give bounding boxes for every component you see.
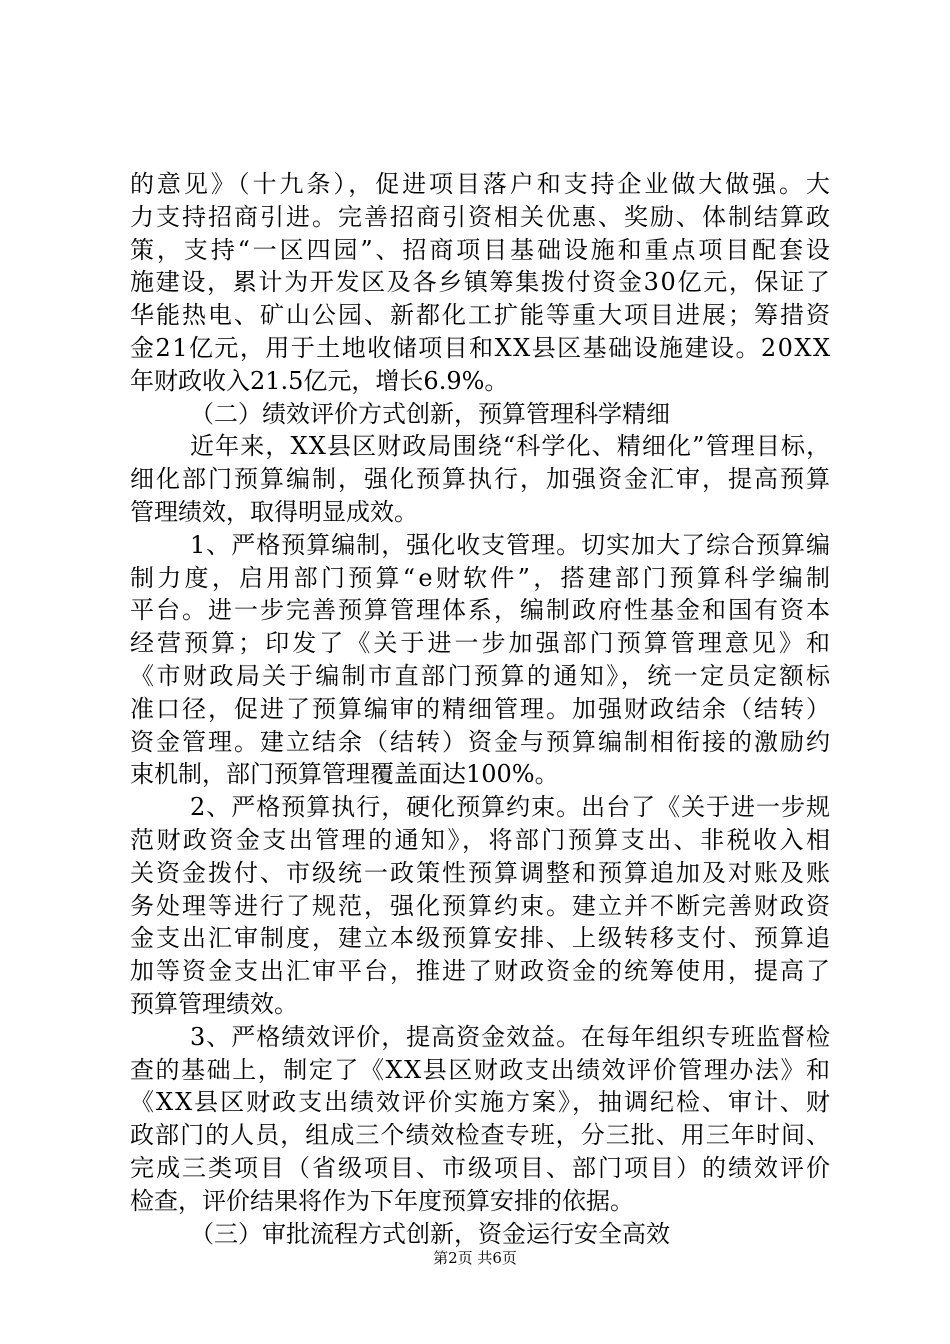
text-line: 金支出汇审制度，建立本级预算安排、上级转移支付、预算追 [130,924,832,953]
text-line: 资金管理。建立结余（结转）资金与预算编制相衔接的激励约 [130,727,832,756]
text-line: 近年来，XX县区财政局围绕“科学化、精细化”管理目标， [190,432,832,461]
text-line: （三）审批流程方式创新，资金运行安全高效 [190,1219,670,1248]
text-line: 制力度，启用部门预算“e财软件”，搭建部门预算科学编制 [130,563,834,592]
text-line: 2、严格预算执行，硬化预算约束。出台了《关于进一步规 [190,793,832,822]
text-line: 年财政收入21.5亿元，增长6.9%。 [130,366,509,395]
text-line: 管理绩效，取得明显成效。 [130,497,418,526]
text-line: 金21亿元，用于土地收储项目和XX县区基础设施建设。20XX [130,333,832,362]
text-line: 预算管理绩效。 [130,989,298,1018]
text-line: （二）绩效评价方式创新，预算管理科学精细 [190,399,670,428]
text-line: 力支持招商引进。完善招商引资相关优惠、奖励、体制结算政 [130,202,832,231]
text-line: 3、严格绩效评价，提高资金效益。在每年组织专班监督检 [190,1022,832,1051]
text-line: 《XX县区财政支出绩效评价实施方案》，抽调纪检、审计、财 [130,1088,832,1117]
text-line: 检查，评价结果将作为下年度预算安排的依据。 [130,1186,634,1215]
text-line: 华能热电、矿山公园、新都化工扩能等重大项目进展；筹措资 [130,301,832,330]
page-footer: 第2页 共6页 [433,1249,517,1267]
text-line: 束机制，部门预算管理覆盖面达100%。 [130,760,559,789]
text-line: 范财政资金支出管理的通知》，将部门预算支出、非税收入相 [130,825,833,854]
text-line: 务处理等进行了规范，强化预算约束。建立并不断完善财政资 [130,891,832,920]
text-line: 细化部门预算编制，强化预算执行，加强资金汇审，提高预算 [130,465,832,494]
text-line: 平台。进一步完善预算管理体系，编制政府性基金和国有资本 [130,596,832,625]
text-line: 关资金拨付、市级统一政策性预算调整和预算追加及对账及账 [130,858,832,887]
text-line: 完成三类项目（省级项目、市级项目、部门项目）的绩效评价 [130,1153,832,1182]
text-line: 《市财政局关于编制市直部门预算的通知》，统一定员定额标 [130,661,833,690]
text-line: 经营预算；印发了《关于进一步加强部门预算管理意见》和 [130,629,834,658]
text-line: 施建设，累计为开发区及各乡镇筹集拨付资金30亿元，保证了 [130,268,832,297]
document-body [130,168,834,1250]
text-line: 准口径，促进了预算编审的精细管理。加强财政结余（结转） [130,694,832,723]
text-line: 的意见》（十九条），促进项目落户和支持企业做大做强。大 [130,170,833,198]
text-line: 政部门的人员，组成三个绩效检查专班，分三批、用三年时间、 [130,1121,832,1150]
text-line: 查的基础上，制定了《XX县区财政支出绩效评价管理办法》和 [130,1055,832,1084]
text-line: 1、严格预算编制，强化收支管理。切实加大了综合预算编 [190,530,832,559]
text-line: 加等资金支出汇审平台，推进了财政资金的统筹使用，提高了 [130,957,832,986]
text-line: 策，支持“一区四园”、招商项目基础设施和重点项目配套设 [130,235,833,264]
